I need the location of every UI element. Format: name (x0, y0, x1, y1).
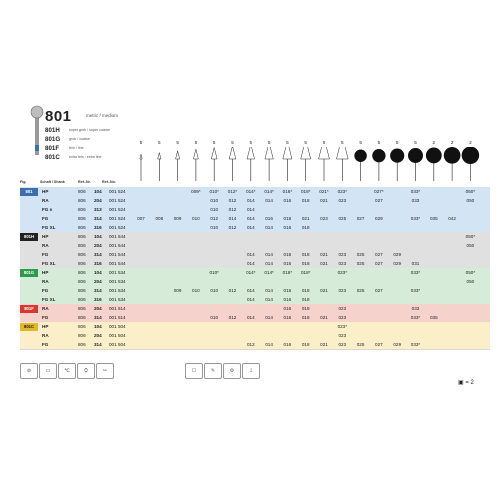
size-cell: 016 (283, 315, 292, 320)
ref-shank-code: 204 (94, 333, 102, 338)
pack-quantity: 2 (450, 140, 454, 145)
ref-prefix: 806 (78, 342, 86, 347)
ref-shank-code: 313 (94, 207, 102, 212)
ref-suffix: 001 534 (109, 270, 126, 275)
ref-shank-code: 314 (94, 216, 102, 221)
size-cell: 014 (246, 297, 255, 302)
ref-suffix: 001 544 (109, 261, 126, 266)
group-badge: 801C (20, 323, 38, 331)
size-cell: 016 (283, 261, 292, 266)
size-cell: 010 (210, 288, 219, 293)
size-cell: 018 (283, 216, 292, 221)
ref-prefix: 806 (78, 234, 86, 239)
size-cell: 021 (320, 261, 328, 266)
size-cell: 016 (283, 297, 292, 302)
product-number: 801 (45, 108, 72, 125)
header-fig: Fig. (20, 180, 27, 184)
instrument-icon: ✂ (96, 363, 114, 379)
pack-quantity: 5 (322, 140, 326, 145)
size-cell: 014 (265, 315, 273, 320)
bur-head (247, 147, 254, 159)
size-cell: 018 (301, 225, 310, 230)
ref-suffix: 001 534 (109, 288, 126, 293)
ref-shank-code: 204 (94, 243, 102, 248)
bur-head (408, 148, 423, 163)
group-badge: 801H (20, 233, 38, 241)
pack-icon: ▣ (458, 380, 466, 386)
size-cell: 014 (265, 252, 273, 257)
ref-shank-code: 314 (94, 288, 102, 293)
size-cell: 012 (228, 288, 237, 293)
ref-prefix: 806 (78, 315, 86, 320)
pack-quantity: 5 (249, 140, 253, 145)
size-cell: 010 (210, 198, 219, 203)
size-cell: 014 (265, 342, 273, 347)
variant-code: 801G (45, 136, 61, 143)
size-cell: 018 (301, 261, 310, 266)
size-cell: 014 (246, 288, 255, 293)
ref-suffix: 001 524 (109, 216, 126, 221)
shank-type: FG s (42, 207, 53, 212)
size-cell: 031 (411, 261, 420, 266)
ref-shank-code: 316 (94, 297, 102, 302)
shank-type: FG (42, 315, 49, 320)
size-cell: 008 (155, 216, 164, 221)
shank-type: RA (42, 198, 49, 203)
size-cell: 021 (320, 288, 328, 293)
bur-head (229, 147, 236, 159)
size-cell: 009* (191, 189, 201, 194)
pack-quantity: 5 (377, 140, 381, 145)
size-cell: 025 (356, 342, 365, 347)
size-cell: 018 (301, 342, 310, 347)
size-cell: 014 (246, 216, 255, 221)
ref-shank-code: 204 (94, 279, 102, 284)
size-cell: 012 (246, 342, 255, 347)
shank-type: FG (42, 288, 49, 293)
size-cell: 016 (283, 342, 292, 347)
size-cell: 016 (283, 252, 292, 257)
size-cell: 035 (429, 216, 438, 221)
plate-icon: ▭ (39, 363, 57, 379)
bur-head (444, 147, 461, 164)
size-cell: 016 (283, 198, 292, 203)
size-cell: 033 (411, 306, 420, 311)
size-cell: 023 (338, 288, 347, 293)
size-cell: 027 (375, 198, 383, 203)
size-cell: 010* (209, 270, 219, 275)
variant-desc: grob / coarse (69, 137, 90, 141)
size-cell: 012 (210, 216, 219, 221)
ref-prefix: 806 (78, 324, 86, 329)
bur-head (354, 150, 366, 162)
size-cell: 014* (246, 270, 256, 275)
table-header (20, 178, 490, 187)
size-cell: 009 (173, 288, 182, 293)
size-cell: 010 (210, 225, 219, 230)
bur-head (426, 147, 442, 163)
size-cell: 033* (410, 270, 421, 275)
ref-shank-code: 314 (94, 342, 102, 347)
variant-desc: fein / fine (69, 146, 84, 150)
size-cell: 018* (300, 189, 311, 194)
group-badge: 801G (20, 269, 38, 277)
bur-head (176, 151, 180, 159)
size-cell: 014 (246, 207, 255, 212)
size-cell: 050 (466, 279, 475, 284)
size-cell: 012 (228, 315, 237, 320)
size-cell: 014 (246, 198, 255, 203)
scaler-icon: ✎ (204, 363, 222, 379)
size-cell: 010 (210, 207, 219, 212)
group-badge: 801F (20, 305, 38, 313)
size-cell: 021 (320, 315, 328, 320)
size-cell: 023 (338, 315, 347, 320)
size-cell: 050 (466, 243, 475, 248)
footer-icons (20, 363, 490, 391)
size-cell: 021 (320, 342, 328, 347)
size-cell: 014 (246, 261, 255, 266)
size-cell: 007 (137, 216, 145, 221)
shank-type: RA (42, 279, 49, 284)
table-row (20, 340, 490, 350)
size-cell: 016 (265, 216, 273, 221)
bur-head (319, 147, 330, 159)
size-cell: 021* (319, 189, 329, 194)
variant-desc: super grob / super coarse (69, 128, 110, 132)
autoclave-icon: ⛭ (77, 363, 95, 379)
size-cell: 018* (300, 270, 311, 275)
size-cell: 016* (282, 189, 293, 194)
shank-type: RA (42, 306, 49, 311)
size-cell: 025 (356, 252, 365, 257)
pack-quantity-row (20, 138, 490, 147)
ref-shank-code: 104 (94, 189, 102, 194)
size-cell: 033* (410, 216, 421, 221)
size-cell: 027* (374, 189, 384, 194)
ref-prefix: 806 (78, 198, 86, 203)
ref-prefix: 806 (78, 216, 86, 221)
size-cell: 014 (265, 198, 273, 203)
size-cell: 050* (465, 270, 476, 275)
ref-prefix: 806 (78, 261, 86, 266)
bur-head (158, 153, 161, 159)
header-ref-a: Ref.-Nr. (78, 180, 91, 184)
ref-suffix: 001 504 (109, 324, 126, 329)
size-cell: 042 (448, 216, 456, 221)
variant-code: 801F (45, 145, 60, 152)
pack-legend-text: = 2 (465, 380, 474, 386)
pack-quantity: 5 (139, 140, 143, 145)
shank-type: FG XL (42, 297, 56, 302)
size-cell: 023 (338, 333, 347, 338)
size-cell: 050 (466, 198, 475, 203)
size-cell: 009 (173, 216, 182, 221)
ref-prefix: 806 (78, 225, 86, 230)
pack-quantity: 5 (304, 140, 307, 145)
size-cell: 010 (192, 216, 200, 221)
variant-code: 801H (45, 127, 60, 134)
size-cell: 018 (301, 198, 310, 203)
ref-prefix: 806 (78, 243, 86, 248)
pack-quantity: 5 (414, 140, 417, 145)
ref-prefix: 806 (78, 252, 86, 257)
shank-type: RA (42, 243, 49, 248)
size-cell: 025 (356, 288, 365, 293)
ref-suffix: 001 534 (109, 297, 126, 302)
product-bur-icon (30, 105, 44, 155)
shank-type: FG XL (42, 225, 56, 230)
ref-shank-code: 104 (94, 270, 102, 275)
ref-suffix: 001 544 (109, 234, 126, 239)
ref-prefix: 806 (78, 207, 86, 212)
size-cell: 029 (375, 216, 383, 221)
bur-head (462, 147, 480, 164)
shank-type: HP (42, 234, 49, 239)
shank-type: RA (42, 333, 49, 338)
size-cell: 027 (375, 261, 383, 266)
ref-prefix: 806 (78, 333, 86, 338)
size-cell: 012* (227, 189, 238, 194)
pack-quantity: 5 (212, 140, 216, 145)
ref-shank-code: 316 (94, 225, 102, 230)
size-cell: 050* (465, 189, 476, 194)
bur-icon: ⊘ (20, 363, 38, 379)
ref-suffix: 001 524 (109, 207, 126, 212)
size-cell: 029 (393, 342, 402, 347)
pack-quantity: 2 (469, 140, 472, 145)
size-cell: 029 (393, 252, 402, 257)
size-cell: 021 (320, 252, 328, 257)
variant-code: 801C (45, 154, 60, 161)
size-cell: 035 (429, 315, 438, 320)
size-cell: 023 (338, 342, 347, 347)
ref-suffix: 001 514 (109, 306, 126, 311)
size-cell: 033* (410, 189, 421, 194)
ref-suffix: 001 514 (109, 315, 126, 320)
pack-quantity: 5 (194, 140, 198, 145)
size-cell: 033* (410, 288, 421, 293)
size-cell: 010* (209, 189, 219, 194)
group-badge: 801 (20, 188, 38, 196)
size-cell: 018 (301, 315, 310, 320)
ref-shank-code: 204 (94, 306, 102, 311)
size-cell: 018 (301, 297, 310, 302)
size-cell: 023 (338, 306, 347, 311)
size-cell: 023 (338, 252, 347, 257)
size-cell: 018 (301, 306, 310, 311)
pack-legend (458, 379, 474, 386)
bur-head (372, 149, 385, 162)
size-cell: 023 (338, 261, 347, 266)
ref-shank-code: 316 (94, 261, 102, 266)
ref-suffix: 001 524 (109, 198, 126, 203)
ref-shank-code: 314 (94, 315, 102, 320)
shank-type: HP (42, 270, 49, 275)
header-shank: Schaft / Shank (40, 180, 65, 184)
size-cell: 014 (265, 297, 273, 302)
pack-quantity: 5 (158, 140, 161, 145)
size-cell: 018 (301, 252, 310, 257)
size-cell: 016 (283, 288, 292, 293)
size-cell: 027 (375, 288, 383, 293)
shank-type: FG XL (42, 261, 56, 266)
size-cell: 014* (264, 189, 274, 194)
size-cell: 016 (283, 225, 292, 230)
ref-suffix: 001 504 (109, 333, 126, 338)
ref-suffix: 001 534 (109, 279, 126, 284)
size-cell: 012 (228, 198, 237, 203)
size-cell: 014 (265, 225, 273, 230)
size-cell: 033* (410, 315, 421, 320)
handpiece-icon: ⚙ (223, 363, 241, 379)
size-cell: 016* (282, 270, 293, 275)
size-cell: 025 (356, 261, 365, 266)
bur-head (390, 149, 404, 163)
ref-prefix: 806 (78, 279, 86, 284)
size-cell: 050* (465, 234, 476, 239)
ref-suffix: 001 524 (109, 189, 126, 194)
size-cell: 014* (246, 189, 256, 194)
ref-prefix: 806 (78, 270, 86, 275)
shank-type: FG (42, 216, 49, 221)
bur-head (140, 154, 142, 159)
size-cell: 014 (246, 315, 255, 320)
pack-quantity: 5 (395, 140, 399, 145)
bur-head (301, 147, 311, 159)
size-cell: 033* (410, 342, 421, 347)
size-cell: 023* (337, 189, 348, 194)
ref-prefix: 806 (78, 297, 86, 302)
size-cell: 021 (301, 216, 310, 221)
size-cell: 016 (283, 306, 292, 311)
ref-prefix: 806 (78, 189, 86, 194)
tooth-icon: ☐ (185, 363, 203, 379)
ref-suffix: 001 524 (109, 225, 126, 230)
pack-quantity: 2 (432, 140, 436, 145)
size-cell: 023 (338, 198, 347, 203)
size-cell: 027 (356, 216, 365, 221)
size-cell: 014 (228, 216, 237, 221)
variant-desc: extra fein / extra fine (69, 155, 102, 159)
shank-type: HP (42, 324, 49, 329)
size-cell: 018 (301, 288, 310, 293)
temperature-icon: ℃ (58, 363, 76, 379)
header-ref-b: Ref.-No. (102, 180, 116, 184)
bur-head (193, 149, 198, 159)
size-cell: 023* (337, 270, 348, 275)
size-cell: 023* (337, 324, 348, 329)
bur-head (283, 147, 292, 159)
pack-quantity: 5 (359, 140, 362, 145)
pack-quantity: 5 (176, 140, 179, 145)
size-cell: 023 (320, 216, 328, 221)
size-cell: 010 (192, 288, 200, 293)
size-cell: 014 (265, 261, 273, 266)
ref-prefix: 806 (78, 306, 86, 311)
pack-quantity: 5 (231, 140, 234, 145)
ref-shank-code: 104 (94, 324, 102, 329)
ref-suffix: 001 504 (109, 342, 126, 347)
size-cell: 010 (210, 315, 219, 320)
pack-quantity: 5 (341, 140, 344, 145)
shank-type: FG (42, 252, 49, 257)
shank-type: FG (42, 342, 49, 347)
ref-suffix: 001 544 (109, 252, 126, 257)
size-cell: 029 (393, 261, 402, 266)
bur-head (265, 147, 273, 159)
ref-shank-code: 314 (94, 252, 102, 257)
ref-shank-code: 204 (94, 198, 102, 203)
ref-prefix: 806 (78, 288, 86, 293)
size-cell: 012 (228, 225, 237, 230)
pack-quantity: 5 (286, 140, 289, 145)
size-cell: 012 (228, 207, 237, 212)
size-cell: 014 (246, 252, 255, 257)
ref-shank-code: 104 (94, 234, 102, 239)
drill-icon: ⟟ (242, 363, 260, 379)
product-subtitle: metric / medium (86, 113, 119, 118)
size-cell: 014 (265, 288, 273, 293)
bur-head (336, 147, 348, 159)
bur-head (211, 147, 217, 159)
size-cell: 025 (338, 216, 347, 221)
size-cell: 027 (375, 252, 383, 257)
size-cell: 021 (320, 198, 328, 203)
size-cell: 014 (246, 225, 255, 230)
ref-suffix: 001 544 (109, 243, 126, 248)
size-cell: 027 (375, 342, 383, 347)
size-cell: 014* (264, 270, 274, 275)
pack-quantity: 5 (267, 140, 271, 145)
shank-type: HP (42, 189, 49, 194)
size-cell: 033 (411, 198, 420, 203)
